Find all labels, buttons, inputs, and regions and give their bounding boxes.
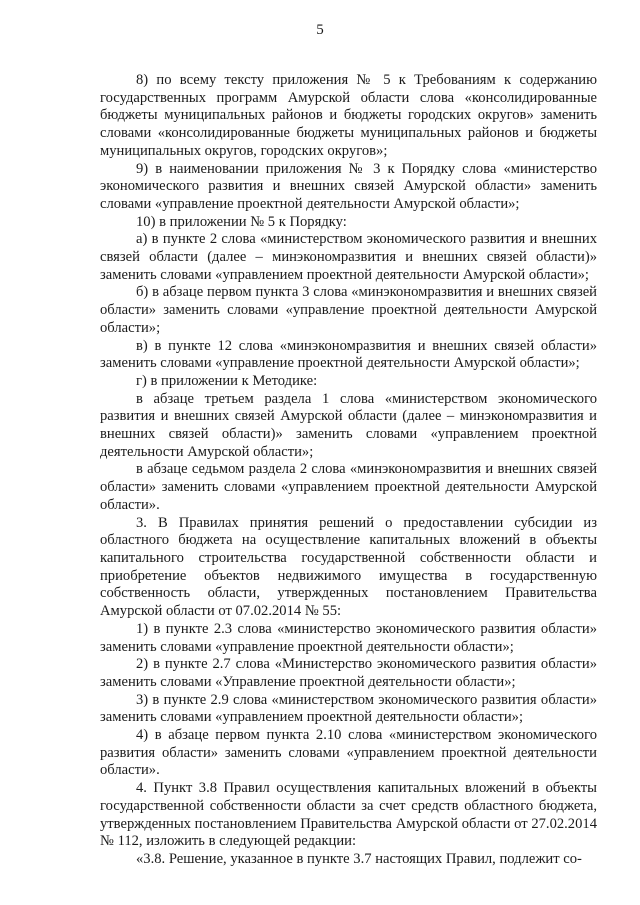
paragraph-item-8: 8) по всему тексту приложения № 5 к Требованиям к содержанию государственных программ Амурской области слова «консолидированные бюджеты муниципальных районов и бюджеты городских округов» заменить словами «консолидированные бюджеты муниципальных районов и бюджеты муниципальных округов, городских округов»; (100, 72, 597, 159)
paragraph-clause-3-item-1: 1) в пункте 2.3 слова «министерство экономического развития области» заменить словами «управление проектной деятельности области»; (100, 620, 597, 655)
paragraph-subitem-b: б) в абзаце первом пункта 3 слова «минэкономразвития и внешних связей области» заменить словами «управление проектной деятельности Амурской области»; (100, 284, 597, 336)
paragraph-section2-abz7: в абзаце седьмом раздела 2 слова «минэкономразвития и внешних связей области» заменить словами «управлением проектной деятельности Амурской области». (100, 461, 597, 513)
paragraph-subitem-g: г) в приложении к Методике: (136, 372, 318, 389)
paragraph-subitem-a: а) в пункте 2 слова «министерством экономического развития и внешних связей области (далее – минэкономразвития и внешних связей области)» заменить словами «управлением проектной деятельности Амурской области»; (100, 231, 597, 283)
paragraph-section1-abz3: в абзаце третьем раздела 1 слова «министерством экономического развития и внешних связей Амурской области (далее – минэкономразвития и внешних связей области)» заменить словами «управлением проектной деятельности Амурской области»; (100, 390, 597, 460)
paragraph-item-10: 10) в приложении № 5 к Порядку: (136, 213, 347, 230)
paragraph-quote-3-8: «3.8. Решение, указанное в пункте 3.7 настоящих Правил, подлежит со- (136, 850, 582, 867)
paragraph-clause-3-item-3: 3) в пункте 2.9 слова «министерством экономического развития области» заменить словами «управлением проектной деятельности области»; (100, 691, 597, 726)
paragraph-clause-3-item-2: 2) в пункте 2.7 слова «Министерство экономического развития области» заменить словами «Управление проектной деятельности области»; (100, 656, 597, 690)
paragraph-subitem-v: в) в пункте 12 слова «минэкономразвития и внешних связей области» заменить словами «управление проектной деятельности Амурской области»; (100, 337, 597, 372)
page-number: 5 (316, 22, 324, 38)
paragraph-clause-3-item-4: 4) в абзаце первом пункта 2.10 слова «министерством экономического развития области» заменить словами «управлением проектной деятельности области». (100, 727, 597, 779)
paragraph-item-9: 9) в наименовании приложения № 3 к Порядку слова «министерство экономического развития и внешних связей Амурской области» заменить словами «управление проектной деятельности Амурской области»; (100, 160, 597, 212)
paragraph-clause-3: 3. В Правилах принятия решений о предоставлении субсидии из областного бюджета на осуществление капитальных вложений в объекты капитального строительства государственной собственности области и приобретение объектов недвижимого имущества в государственную собственность области, утвержденных постановлением Правительства Амурской области от 07.02.2014 № 55: (100, 514, 597, 620)
paragraph-clause-4: 4. Пункт 3.8 Правил осуществления капитальных вложений в объекты государственной собственности области за счет средств областного бюджета, утвержденных постановлением Правительства Амурской области от 27.02.2014 № 112, изложить в следующей редакции: (100, 780, 597, 850)
document-body (100, 72, 597, 869)
